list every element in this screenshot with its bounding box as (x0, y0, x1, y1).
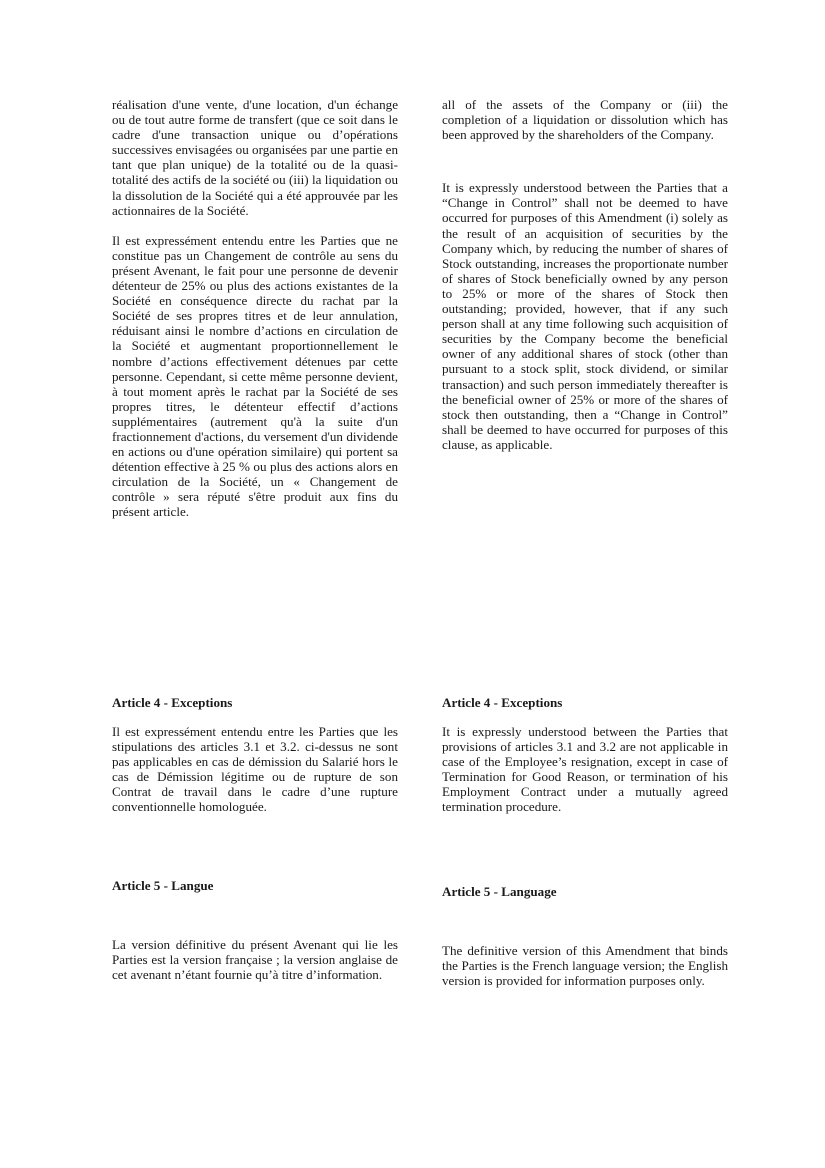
french-article5-text: La version définitive du présent Avenant qui lie les Parties est la version française ; la version anglaise de cet avenant n’étant fournie qu’à titre d’information. (112, 937, 398, 983)
english-article5-text: The definitive version of this Amendment that binds the Parties is the French language version; the English version is provided for information purposes only. (442, 943, 728, 989)
french-article5-heading: Article 5 - Langue (112, 878, 214, 893)
english-paragraph-change-in-control-exception: It is expressly understood between the Parties that a “Change in Control” shall not be deemed to have occurred for purposes of this Amendment (i) solely as the result of an acquisition of securities by the Company which, by reducing the number of shares of Stock outstanding, increases the proportionate number of shares of Stock beneficially owned by any person to 25% or more of the shares of Stock then outstanding; provided, however, that if any such person shall at any time following such acquisition of securities by the Company become the beneficial owner of any additional shares of stock (other than pursuant to a stock split, stock dividend, or similar transaction) and such person immediately thereafter is the beneficial owner of 25% or more of the shares of stock then outstanding, then a “Change in Control” shall be deemed to have occurred for purposes of this clause, as applicable. (442, 180, 728, 452)
french-article4-heading: Article 4 - Exceptions (112, 695, 233, 710)
french-column-top (112, 97, 398, 520)
english-article4-heading: Article 4 - Exceptions (442, 695, 563, 710)
english-article5-heading: Article 5 - Language (442, 884, 557, 899)
french-paragraph-change-in-control-exception: Il est expressément entendu entre les Parties que ne constitue pas un Changement de contrôle au sens du présent Avenant, le fait pour une personne de devenir détenteur de 25% ou plus des actions existantes de la Société en conséquence directe du rachat par la Société de ses propres titres et de leur annulation, réduisant ainsi le nombre d’actions en circulation de la Société et augmentant proportionnellement le nombre d’actions effectivement détenues par cette personne. Cependant, si cette même personne devient, à tout moment après le rachat par la Société de ses propres titres, le détenteur effectif d’actions supplémentaires (autrement qu'à la suite d'un fractionnement d'actions, du versement d'un dividende en actions ou d'une opération similaire) qui portent sa détention effective à 25 % ou plus des actions alors en circulation de la Société, un « Changement de contrôle » sera réputé s'être produit aux fins du présent article. (112, 232, 398, 520)
french-paragraph-change-in-control-definition: réalisation d'une vente, d'une location, d'un échange ou de tout autre forme de transfert (que ce soit dans le cadre d'une transaction unique ou d’opérations successives envisagées ou organisées par une partie en tant que plan unique) de la totalité ou de la quasi-totalité des actifs de la société ou (iii) la liquidation ou la dissolution de la Société qui a été approuvée par les actionnaires de la Société. (112, 97, 398, 218)
english-article4-text: It is expressly understood between the Parties that provisions of articles 3.1 and 3.2 are not applicable in case of the Employee’s resignation, except in case of Termination for Good Reason, or termination of his Employment Contract under a mutually agreed termination procedure. (442, 724, 728, 815)
english-column-top (442, 97, 728, 452)
english-paragraph-change-in-control-definition: all of the assets of the Company or (iii) the completion of a liquidation or dissolution which has been approved by the shareholders of the Company. (442, 97, 728, 143)
french-article4-text: Il est expressément entendu entre les Parties que les stipulations des articles 3.1 et 3.2. ci-dessus ne sont pas applicables en cas de démission du Salarié hors le cas de Démission légitime ou de rupture de son Contrat de travail dans le cadre d’une rupture conventionnelle homologuée. (112, 724, 398, 815)
